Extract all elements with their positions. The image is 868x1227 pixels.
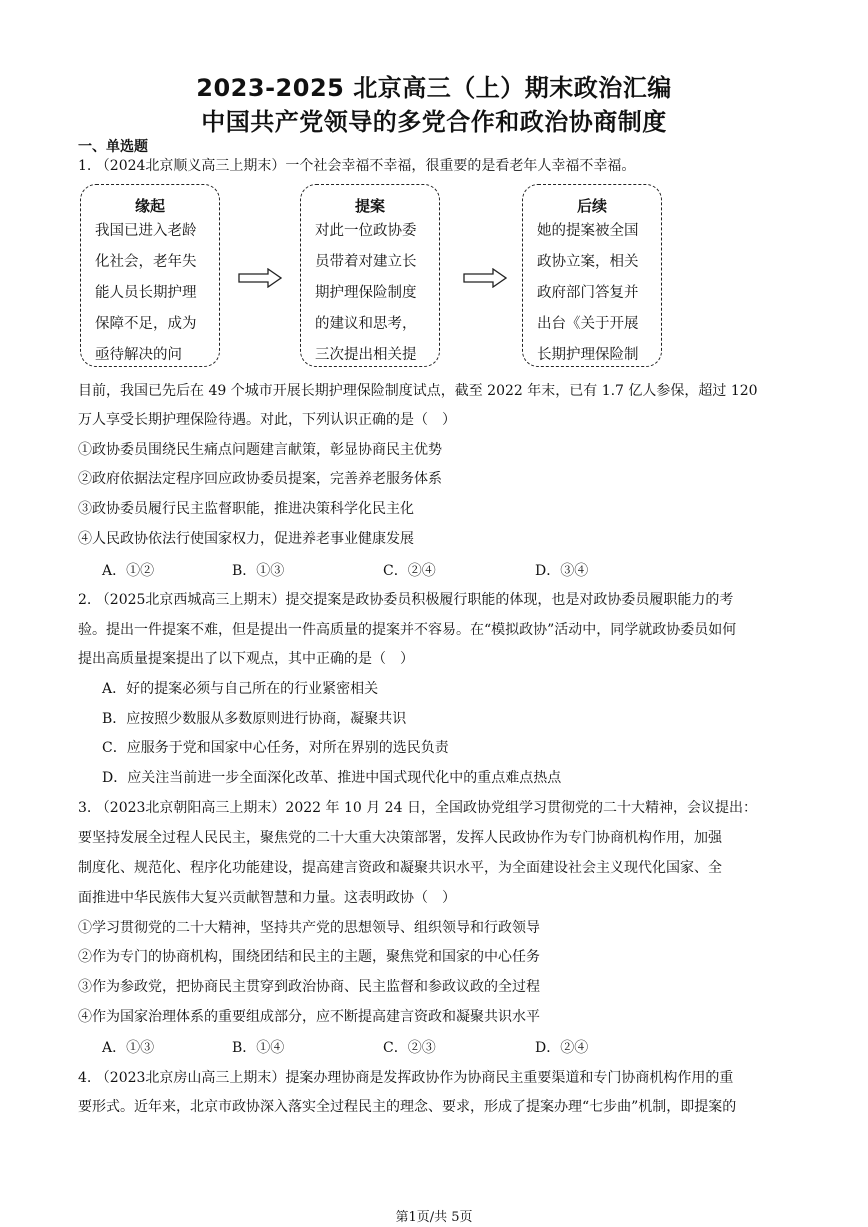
q1-option-d[interactable]: D．③④ bbox=[535, 563, 589, 579]
q1-option-a[interactable]: A．①② bbox=[102, 563, 155, 579]
q4-text-line: 要形式。近年来，北京市政协深入落实全过程民主的理念、要求，形成了提案办理“七步曲”机制，即提案的 bbox=[78, 1099, 737, 1115]
q3-item: ②作为专门的协商机构，围绕团结和民主的主题，聚焦党和国家的中心任务 bbox=[78, 949, 540, 965]
q2-text-line: 2. （2025北京西城高三上期末）提交提案是政协委员积极履行职能的体现，也是对政协委员履职能力的考 bbox=[78, 592, 734, 608]
title-line-2: 中国共产党领导的多党合作和政治协商制度 bbox=[201, 108, 667, 136]
flow-box-heading: 后续 bbox=[576, 197, 607, 215]
flow-box-line: 的建议和思考， bbox=[315, 316, 417, 332]
flow-box-followup bbox=[522, 184, 662, 367]
flow-box-line: 亟待解决的问 bbox=[95, 347, 182, 363]
flow-box-origin bbox=[80, 184, 220, 367]
section-heading: 一、单选题 bbox=[78, 139, 148, 155]
flow-box-line: 长期护理保险制 bbox=[537, 347, 639, 363]
flow-box-heading: 提案 bbox=[354, 197, 385, 215]
flow-box-line: 员带着对建立长 bbox=[315, 254, 417, 270]
q3-text-line: 3. （2023北京朝阳高三上期末）2022 年 10 月 24 日，全国政协党组学习贯彻党的二十大精神，会议提出： bbox=[78, 800, 757, 816]
q1-item: ③政协委员履行民主监督职能，推进决策科学化民主化 bbox=[78, 501, 414, 517]
flow-box-heading: 缘起 bbox=[134, 197, 165, 215]
q2-text-line: 验。提出一件提案不难，但是提出一件高质量的提案并不容易。在“模拟政协”活动中，同学就政协委员如何 bbox=[78, 622, 737, 638]
q4-text-line: 4. （2023北京房山高三上期末）提案办理协商是发挥政协作为协商民主重要渠道和专门协商机构作用的重 bbox=[78, 1070, 734, 1086]
flow-box-line: 能人员长期护理 bbox=[95, 285, 197, 301]
flow-box-line: 对此一位政协委 bbox=[315, 223, 417, 239]
q1-item: ④人民政协依法行使国家权力，促进养老事业健康发展 bbox=[78, 531, 414, 547]
q2-option-d[interactable]: D．应关注当前进一步全面深化改革、推进中国式现代化中的重点难点热点 bbox=[102, 770, 562, 786]
q3-option-a[interactable]: A．①③ bbox=[102, 1040, 155, 1056]
page-footer: 第1页/共 5页 bbox=[395, 1210, 473, 1225]
title-line-1: 2023-2025 北京高三（上）期末政治汇编 bbox=[196, 74, 672, 102]
flow-box-proposal bbox=[300, 184, 440, 367]
flow-box-line: 政协立案，相关 bbox=[537, 254, 639, 270]
flow-box-line: 政府部门答复并 bbox=[537, 285, 639, 301]
q3-item: ④作为国家治理体系的重要组成部分，应不断提高建言资政和凝聚共识水平 bbox=[78, 1009, 540, 1025]
q1-stem: 1. （2024北京顺义高三上期末）一个社会幸福不幸福，很重要的是看老年人幸福不幸福。 bbox=[78, 158, 636, 174]
q3-text-line: 面推进中华民族伟大复兴贡献智慧和力量。这表明政协（ ） bbox=[78, 890, 456, 906]
q2-text-line: 提出高质量提案提出了以下观点，其中正确的是（ ） bbox=[78, 651, 414, 667]
right-arrow-icon bbox=[463, 268, 507, 288]
q1-option-c[interactable]: C．②④ bbox=[383, 563, 436, 579]
flow-box-line: 保障不足，成为 bbox=[95, 316, 197, 332]
q3-text-line: 要坚持发展全过程人民民主，聚焦党的二十大重大决策部署，发挥人民政协作为专门协商机构作用，加强 bbox=[78, 830, 722, 846]
q2-option-a[interactable]: A．好的提案必须与自己所在的行业紧密相关 bbox=[102, 681, 379, 697]
q2-option-b[interactable]: B．应按照少数服从多数原则进行协商，凝聚共识 bbox=[102, 711, 407, 727]
q1-option-b[interactable]: B．①③ bbox=[232, 563, 285, 579]
flow-box-line: 化社会，老年失 bbox=[95, 254, 197, 270]
q3-option-d[interactable]: D．②④ bbox=[535, 1040, 589, 1056]
q3-item: ①学习贯彻党的二十大精神，坚持共产党的思想领导、组织领导和行政领导 bbox=[78, 920, 540, 936]
q1-text-line: 目前，我国已先后在 49 个城市开展长期护理保险制度试点，截至 2022 年末，已有 1.7 亿人参保，超过 120 bbox=[78, 383, 758, 399]
flow-box-line: 我国已进入老龄 bbox=[95, 223, 197, 239]
q1-item: ①政协委员围绕民生痛点问题建言献策，彰显协商民主优势 bbox=[78, 442, 442, 458]
flow-box-line: 出台《关于开展 bbox=[537, 316, 639, 332]
flow-box-line: 她的提案被全国 bbox=[537, 223, 639, 239]
q1-item: ②政府依据法定程序回应政协委员提案，完善养老服务体系 bbox=[78, 471, 442, 487]
q3-option-c[interactable]: C．②③ bbox=[383, 1040, 436, 1056]
q3-item: ③作为参政党，把协商民主贯穿到政治协商、民主监督和参政议政的全过程 bbox=[78, 979, 540, 995]
right-arrow-icon bbox=[238, 268, 282, 288]
q3-text-line: 制度化、规范化、程序化功能建设，提高建言资政和凝聚共识水平，为全面建设社会主义现代化国家、全 bbox=[78, 860, 722, 876]
q2-option-c[interactable]: C．应服务于党和国家中心任务，对所在界别的选民负责 bbox=[102, 740, 449, 756]
q3-option-b[interactable]: B．①④ bbox=[232, 1040, 285, 1056]
q1-text-line: 万人享受长期护理保险待遇。对此，下列认识正确的是（ ） bbox=[78, 412, 456, 428]
flow-box-line: 期护理保险制度 bbox=[315, 285, 417, 301]
flow-box-line: 三次提出相关提 bbox=[315, 347, 417, 363]
